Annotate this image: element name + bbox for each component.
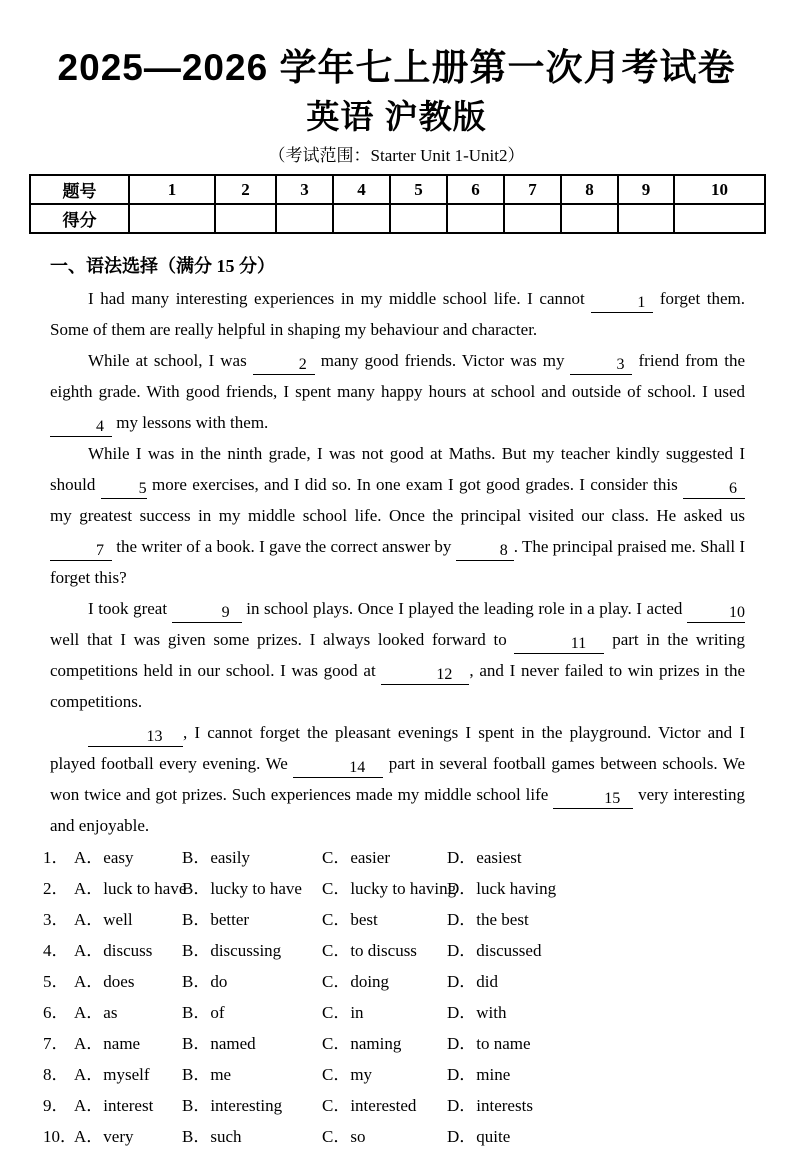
choice-4-number: 4． (43, 941, 69, 960)
score-cell-2 (215, 204, 276, 233)
choice-2-option-C: C．lucky to having (322, 879, 457, 898)
choice-6-number: 6． (43, 1003, 69, 1022)
choice-row-6 (43, 997, 753, 1028)
cloze-blank-15: 15 (553, 788, 633, 809)
score-table-col-7: 7 (504, 175, 561, 204)
choice-10-option-B: B．such (182, 1127, 242, 1146)
cloze-passage (0, 283, 793, 841)
score-table-row-score (30, 204, 765, 233)
score-table-qnum-label: 题号 (30, 175, 129, 204)
choice-4-option-C: C．to discuss (322, 941, 417, 960)
choice-3-number: 3． (43, 910, 69, 929)
score-table (29, 174, 766, 234)
choice-row-5 (43, 966, 753, 997)
choice-8-option-D: D．mine (447, 1065, 511, 1084)
score-cell-1 (129, 204, 215, 233)
choice-6-option-A: A．as (74, 1003, 118, 1022)
cloze-blank-11: 11 (514, 633, 604, 654)
cloze-blank-13: 13 (88, 726, 183, 747)
choice-2-option-B: B．lucky to have (182, 879, 302, 898)
score-cell-4 (333, 204, 390, 233)
section1-heading: 一、语法选择（满分 15 分） (50, 256, 275, 276)
cloze-blank-5: 5 (101, 478, 147, 499)
choice-7-option-C: C．naming (322, 1034, 402, 1053)
score-table-col-2: 2 (215, 175, 276, 204)
cloze-blank-8: 8 (456, 540, 514, 561)
paper-title-line1: 2025—2026 学年七上册第一次月考试卷 (57, 47, 736, 88)
score-table-score-label: 得分 (30, 204, 129, 233)
cloze-blank-10: 10 (687, 602, 745, 623)
score-table-col-9: 9 (618, 175, 674, 204)
paper-title-line2: 英语 沪教版 (306, 98, 487, 135)
choice-5-option-B: B．do (182, 972, 228, 991)
score-cell-10 (674, 204, 765, 233)
choice-2-option-A: A．luck to have (74, 879, 187, 898)
choice-6-option-B: B．of (182, 1003, 225, 1022)
choice-1-option-A: A．easy (74, 848, 134, 867)
choice-7-option-D: D．to name (447, 1034, 531, 1053)
choice-2-number: 2． (43, 879, 69, 898)
choice-6-option-C: C．in (322, 1003, 364, 1022)
cloze-blank-14: 14 (293, 757, 383, 778)
choice-8-option-B: B．me (182, 1065, 232, 1084)
score-table-col-10: 10 (674, 175, 765, 204)
choice-1-option-B: B．easily (182, 848, 250, 867)
choice-10-option-D: D．quite (447, 1127, 511, 1146)
choice-row-7 (43, 1028, 753, 1059)
score-cell-3 (276, 204, 333, 233)
passage-paragraph-2: While at school, I was 2 many good friends. Victor was my 3 friend from the eighth grade. With good friends, I spent many happy hours at school and outside of school. I used 4 my lessons with them. (50, 351, 745, 435)
cloze-blank-6: 6 (683, 478, 745, 499)
choice-3-option-A: A．well (74, 910, 133, 929)
choice-3-option-C: C．best (322, 910, 378, 929)
choice-9-number: 9． (43, 1096, 69, 1115)
choice-7-option-B: B．named (182, 1034, 256, 1053)
score-table-col-6: 6 (447, 175, 504, 204)
score-cell-8 (561, 204, 618, 233)
choice-4-option-D: D．discussed (447, 941, 542, 960)
cloze-blank-9: 9 (172, 602, 242, 623)
choice-7-number: 7． (43, 1034, 69, 1053)
choice-row-8 (43, 1059, 753, 1090)
score-cell-9 (618, 204, 674, 233)
score-table-row-qnum (30, 175, 765, 204)
choice-4-option-B: B．discussing (182, 941, 282, 960)
choice-5-option-D: D．did (447, 972, 498, 991)
choice-1-number: 1． (43, 848, 69, 867)
passage-paragraph-1: I had many interesting experiences in my middle school life. I cannot 1 forget them. Some of them are really helpful in shaping my behaviour and character. (50, 289, 745, 339)
choice-9-option-D: D．interests (447, 1096, 533, 1115)
choice-row-1 (43, 842, 753, 873)
choice-row-2 (43, 873, 753, 904)
choice-5-number: 5． (43, 972, 69, 991)
choice-row-4 (43, 935, 753, 966)
passage-paragraph-4: I took great 9 in school plays. Once I played the leading role in a play. I acted 10 well that I was given some prizes. I always looked forward to 11 part in the writing competitions held in our school. I was good at 12 , and I never failed to win prizes in the competitions. (50, 599, 746, 711)
exam-scope-note: （考试范围：Starter Unit 1-Unit2） (268, 146, 525, 165)
cloze-blank-7: 7 (50, 540, 112, 561)
choice-6-option-D: D．with (447, 1003, 507, 1022)
choice-9-option-A: A．interest (74, 1096, 154, 1115)
choice-9-option-C: C．interested (322, 1096, 417, 1115)
cloze-blank-4: 4 (50, 416, 112, 437)
score-table-col-5: 5 (390, 175, 447, 204)
choice-10-option-A: A．very (74, 1127, 134, 1146)
cloze-blank-3: 3 (570, 354, 632, 375)
choice-10-option-C: C．so (322, 1127, 366, 1146)
choice-9-option-B: B．interesting (182, 1096, 283, 1115)
choice-1-option-D: D．easiest (447, 848, 522, 867)
passage-paragraph-3: While I was in the ninth grade, I was not good at Maths. But my teacher kindly suggested I should 5 more exercises, and I did so. In one exam I got good grades. I consider this 6 my greatest success in my middle school life. Once the principal visited our class. He asked us 7 the writer of a book. I gave the correct answer by 8 . The principal praised me. Shall I forget this? (50, 444, 746, 587)
choice-7-option-A: A．name (74, 1034, 141, 1053)
choice-row-10 (43, 1121, 753, 1152)
passage-paragraph-5: 13 , I cannot forget the pleasant evenings I spent in the playground. Victor and I played football every evening. We 14 part in several football games between schools. We won twice and got prizes. Such experiences made my middle school life 15 very interesting and enjoyable. (50, 723, 746, 835)
choice-3-option-D: D．the best (447, 910, 529, 929)
score-cell-5 (390, 204, 447, 233)
choice-4-option-A: A．discuss (74, 941, 153, 960)
score-cell-7 (504, 204, 561, 233)
score-table-col-1: 1 (129, 175, 215, 204)
choice-2-option-D: D．luck having (447, 879, 557, 898)
cloze-blank-1: 1 (591, 292, 653, 313)
score-table-col-8: 8 (561, 175, 618, 204)
score-cell-6 (447, 204, 504, 233)
cloze-blank-12: 12 (381, 664, 469, 685)
choice-1-option-C: C．easier (322, 848, 390, 867)
cloze-blank-2: 2 (253, 354, 315, 375)
choices-list (43, 842, 753, 1152)
choice-5-option-C: C．doing (322, 972, 390, 991)
choice-row-9 (43, 1090, 753, 1121)
choice-8-option-C: C．my (322, 1065, 373, 1084)
score-table-col-3: 3 (276, 175, 333, 204)
choice-3-option-B: B．better (182, 910, 250, 929)
choice-8-number: 8． (43, 1065, 69, 1084)
score-table-col-4: 4 (333, 175, 390, 204)
choice-8-option-A: A．myself (74, 1065, 150, 1084)
choice-10-number: 10． (43, 1127, 77, 1146)
choice-5-option-A: A．does (74, 972, 135, 991)
choice-row-3 (43, 904, 753, 935)
